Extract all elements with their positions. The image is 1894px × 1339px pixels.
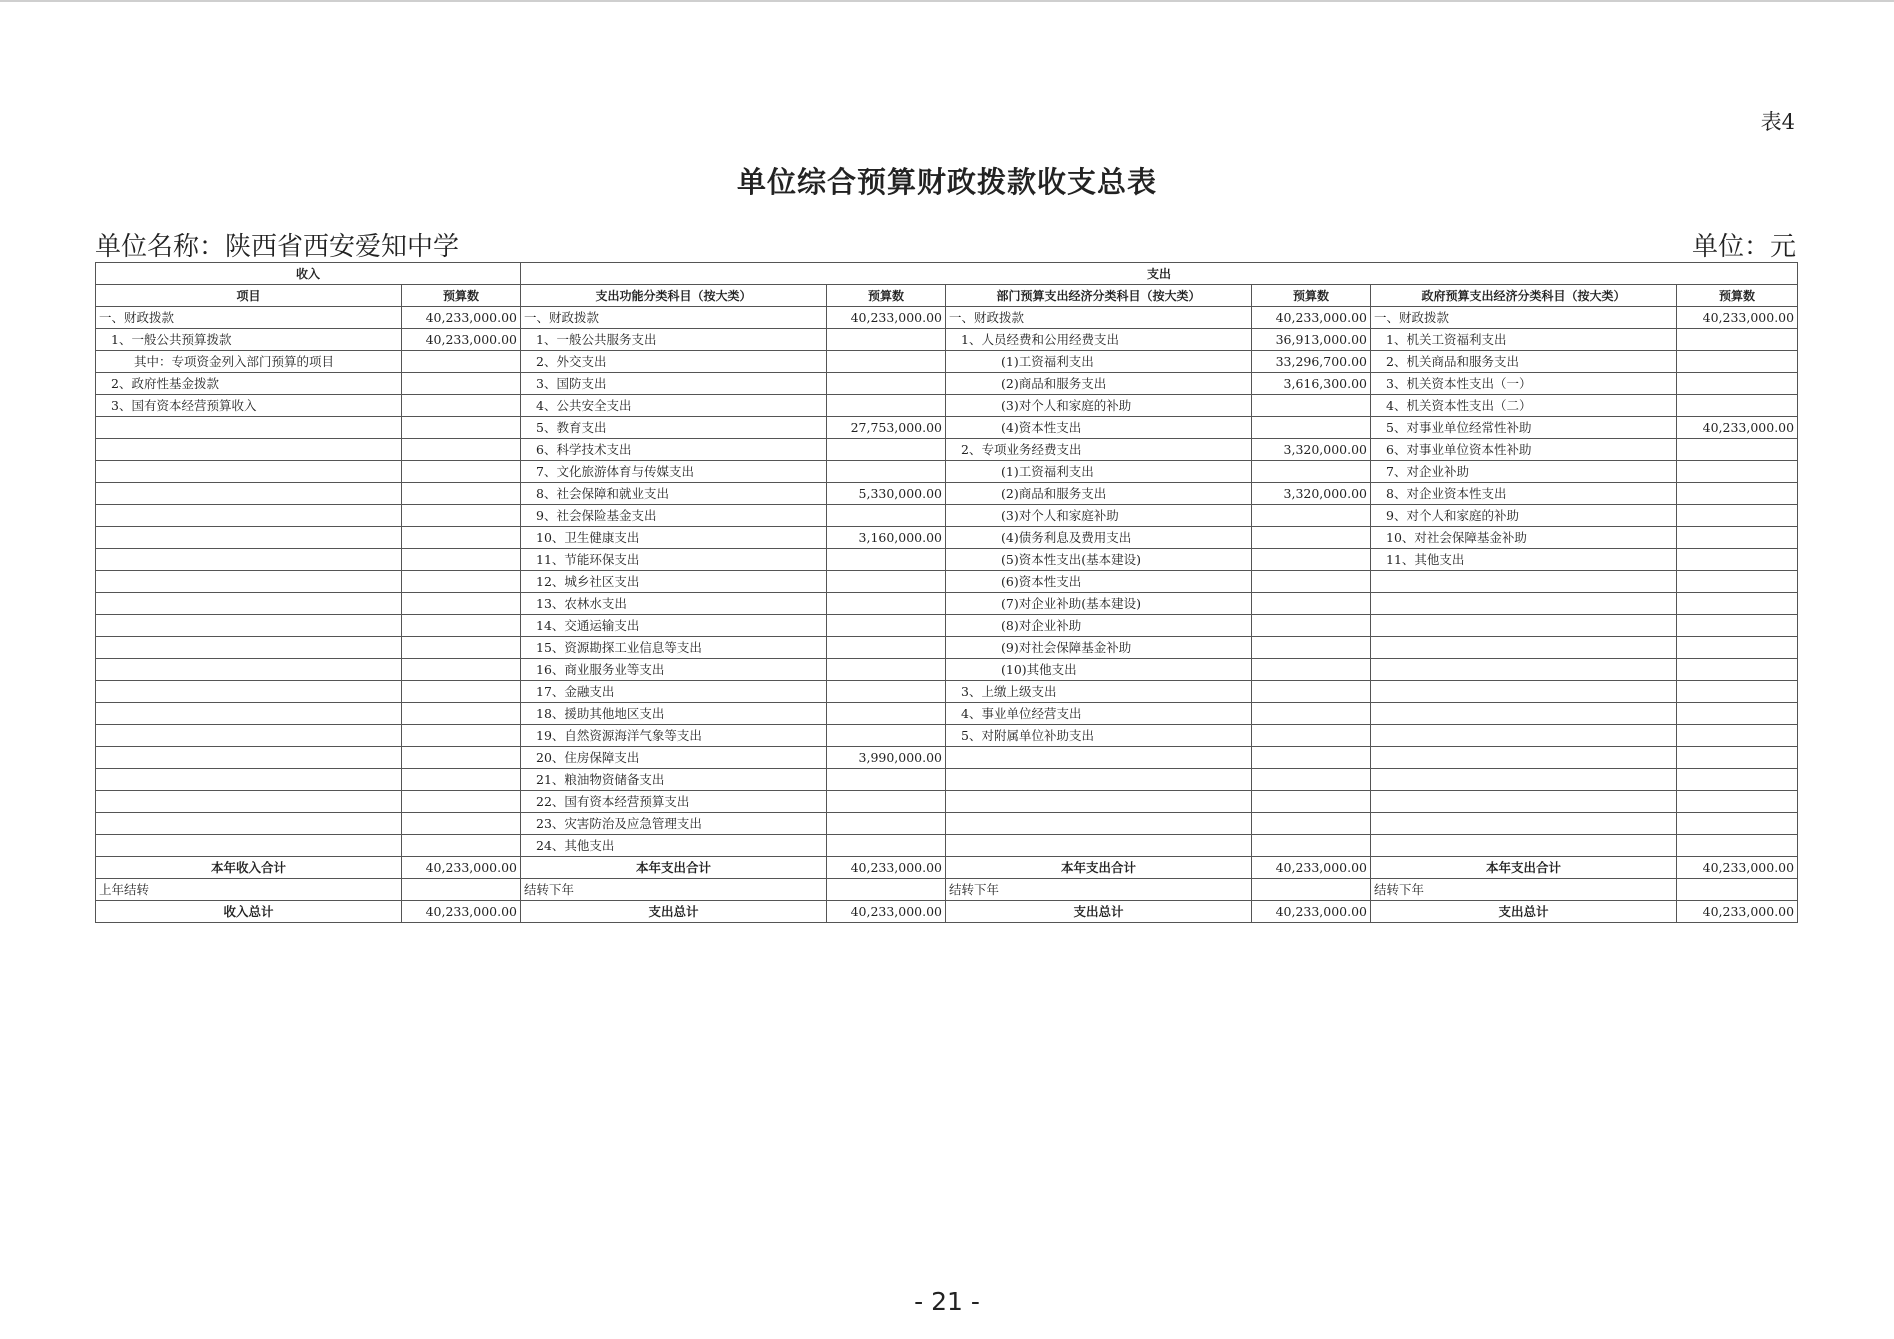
dept-econ-amount-cell: 33,296,700.00 xyxy=(1252,351,1371,373)
dept-econ-item-cell xyxy=(946,769,1252,791)
gov-econ-amount-cell xyxy=(1677,593,1798,615)
carry-over-row xyxy=(96,879,1798,901)
income-amount-cell xyxy=(402,351,521,373)
func-amount-cell xyxy=(827,395,946,417)
dept-econ-item-cell: (3)对个人和家庭的补助 xyxy=(946,395,1252,417)
table-row xyxy=(96,395,1798,417)
dept-econ-item-cell: (2)商品和服务支出 xyxy=(946,373,1252,395)
income-item-cell xyxy=(96,637,402,659)
dept-econ-item-cell: (4)资本性支出 xyxy=(946,417,1252,439)
table-row xyxy=(96,615,1798,637)
dept-econ-amount-cell: 36,913,000.00 xyxy=(1252,329,1371,351)
gov-econ-item-cell xyxy=(1371,791,1677,813)
carry-next-value xyxy=(1252,879,1371,901)
func-item-cell: 1、一般公共服务支出 xyxy=(521,329,827,351)
func-item-cell: 16、商业服务业等支出 xyxy=(521,659,827,681)
gov-econ-amount-cell xyxy=(1677,329,1798,351)
income-amount-cell xyxy=(402,461,521,483)
func-item-cell: 一、财政拨款 xyxy=(521,307,827,329)
gov-econ-amount-cell xyxy=(1677,835,1798,857)
expense-grand-total-value: 40,233,000.00 xyxy=(1252,901,1371,923)
carry-next-label: 结转下年 xyxy=(521,879,827,901)
gov-econ-item-cell: 5、对事业单位经常性补助 xyxy=(1371,417,1677,439)
gov-econ-item-cell xyxy=(1371,637,1677,659)
table-row xyxy=(96,329,1798,351)
income-item-cell xyxy=(96,417,402,439)
income-item-cell: 一、财政拨款 xyxy=(96,307,402,329)
income-amount-cell xyxy=(402,791,521,813)
gov-econ-amount-cell xyxy=(1677,615,1798,637)
table-row xyxy=(96,791,1798,813)
dept-econ-item-cell: (9)对社会保障基金补助 xyxy=(946,637,1252,659)
gov-econ-amount-cell xyxy=(1677,527,1798,549)
income-amount-cell xyxy=(402,703,521,725)
dept-econ-item-cell: 1、人员经费和公用经费支出 xyxy=(946,329,1252,351)
income-item-cell xyxy=(96,615,402,637)
func-amount-cell xyxy=(827,505,946,527)
top-border-line xyxy=(0,0,1894,2)
dept-econ-amount-cell xyxy=(1252,615,1371,637)
gov-econ-amount-cell xyxy=(1677,373,1798,395)
table-row xyxy=(96,813,1798,835)
table-row xyxy=(96,769,1798,791)
dept-econ-item-cell xyxy=(946,835,1252,857)
year-income-total-label: 本年收入合计 xyxy=(96,857,402,879)
func-amount-cell xyxy=(827,439,946,461)
table-row xyxy=(96,549,1798,571)
prev-carry-value xyxy=(402,879,521,901)
dept-econ-amount-cell xyxy=(1252,417,1371,439)
table-row xyxy=(96,835,1798,857)
func-amount-cell xyxy=(827,681,946,703)
gov-econ-amount-cell xyxy=(1677,703,1798,725)
func-amount-cell xyxy=(827,549,946,571)
dept-econ-amount-cell xyxy=(1252,593,1371,615)
table-row xyxy=(96,373,1798,395)
gov-econ-item-cell: 3、机关资本性支出（一） xyxy=(1371,373,1677,395)
dept-econ-item-cell: 4、事业单位经营支出 xyxy=(946,703,1252,725)
currency-unit: 单位：元 xyxy=(1691,232,1796,262)
income-amount-cell xyxy=(402,417,521,439)
gov-econ-amount-cell xyxy=(1677,725,1798,747)
gov-econ-item-cell: 10、对社会保障基金补助 xyxy=(1371,527,1677,549)
gov-econ-amount-cell xyxy=(1677,505,1798,527)
func-amount-cell xyxy=(827,593,946,615)
dept-econ-item-cell: 一、财政拨款 xyxy=(946,307,1252,329)
carry-next-label: 结转下年 xyxy=(946,879,1252,901)
income-amount-cell xyxy=(402,747,521,769)
gov-econ-amount-cell xyxy=(1677,351,1798,373)
func-amount-cell: 3,160,000.00 xyxy=(827,527,946,549)
dept-econ-amount-cell xyxy=(1252,747,1371,769)
func-item-cell: 10、卫生健康支出 xyxy=(521,527,827,549)
func-amount-cell: 5,330,000.00 xyxy=(827,483,946,505)
dept-econ-amount-cell: 3,320,000.00 xyxy=(1252,483,1371,505)
func-item-cell: 4、公共安全支出 xyxy=(521,395,827,417)
func-item-cell: 12、城乡社区支出 xyxy=(521,571,827,593)
year-expense-total-value: 40,233,000.00 xyxy=(1252,857,1371,879)
func-amount-cell: 3,990,000.00 xyxy=(827,747,946,769)
dept-econ-item-cell: (10)其他支出 xyxy=(946,659,1252,681)
page-number: - 21 - xyxy=(914,1287,980,1316)
dept-econ-item-cell: (2)商品和服务支出 xyxy=(946,483,1252,505)
gov-econ-amount-cell xyxy=(1677,791,1798,813)
gov-econ-amount-cell xyxy=(1677,681,1798,703)
gov-econ-amount-cell xyxy=(1677,483,1798,505)
table-row xyxy=(96,351,1798,373)
header-row-columns xyxy=(96,285,1798,307)
func-item-cell: 2、外交支出 xyxy=(521,351,827,373)
dept-econ-amount-cell xyxy=(1252,725,1371,747)
income-amount-cell xyxy=(402,373,521,395)
table-number: 表4 xyxy=(1760,110,1795,134)
table-row xyxy=(96,527,1798,549)
expense-grand-total-value: 40,233,000.00 xyxy=(827,901,946,923)
expense-grand-total-label: 支出总计 xyxy=(946,901,1252,923)
income-amount-cell xyxy=(402,813,521,835)
func-amount-cell: 27,753,000.00 xyxy=(827,417,946,439)
gov-econ-item-cell: 11、其他支出 xyxy=(1371,549,1677,571)
unit-name: 单位名称：陕西省西安爱知中学 xyxy=(95,232,460,262)
func-item-cell: 19、自然资源海洋气象等支出 xyxy=(521,725,827,747)
income-amount-cell xyxy=(402,505,521,527)
gov-econ-item-cell: 8、对企业资本性支出 xyxy=(1371,483,1677,505)
func-item-cell: 9、社会保险基金支出 xyxy=(521,505,827,527)
income-item-cell: 3、国有资本经营预算收入 xyxy=(96,395,402,417)
expense-grand-total-label: 支出总计 xyxy=(521,901,827,923)
income-grand-total-value: 40,233,000.00 xyxy=(402,901,521,923)
dept-econ-amount-cell: 3,320,000.00 xyxy=(1252,439,1371,461)
gov-econ-item-cell xyxy=(1371,593,1677,615)
income-amount-cell xyxy=(402,593,521,615)
income-item-cell xyxy=(96,681,402,703)
gov-econ-amount-cell xyxy=(1677,549,1798,571)
func-item-cell: 14、交通运输支出 xyxy=(521,615,827,637)
income-header: 收入 xyxy=(96,263,521,285)
dept-econ-item-cell: 5、对附属单位补助支出 xyxy=(946,725,1252,747)
dept-econ-amount-cell xyxy=(1252,505,1371,527)
year-expense-total-value: 40,233,000.00 xyxy=(827,857,946,879)
income-item-cell xyxy=(96,571,402,593)
gov-econ-amount-cell xyxy=(1677,813,1798,835)
gov-econ-item-cell: 1、机关工资福利支出 xyxy=(1371,329,1677,351)
gov-econ-item-cell: 6、对事业单位资本性补助 xyxy=(1371,439,1677,461)
income-item-cell xyxy=(96,835,402,857)
income-amount-cell: 40,233,000.00 xyxy=(402,329,521,351)
table-row xyxy=(96,681,1798,703)
dept-econ-amount-cell xyxy=(1252,571,1371,593)
gov-econ-item-cell: 2、机关商品和服务支出 xyxy=(1371,351,1677,373)
carry-next-value xyxy=(827,879,946,901)
dept-econ-item-cell: (6)资本性支出 xyxy=(946,571,1252,593)
income-item-cell xyxy=(96,659,402,681)
func-amount-cell xyxy=(827,659,946,681)
func-amount-cell: 40,233,000.00 xyxy=(827,307,946,329)
gov-econ-item-cell xyxy=(1371,725,1677,747)
dept-econ-amount-cell xyxy=(1252,527,1371,549)
income-amount-cell xyxy=(402,769,521,791)
gov-econ-item-cell xyxy=(1371,813,1677,835)
func-item-cell: 20、住房保障支出 xyxy=(521,747,827,769)
income-amount-cell xyxy=(402,681,521,703)
income-amount-cell xyxy=(402,615,521,637)
income-amount-cell xyxy=(402,659,521,681)
table-row xyxy=(96,637,1798,659)
dept-econ-amount-cell xyxy=(1252,769,1371,791)
func-amount-cell xyxy=(827,637,946,659)
income-amount-cell xyxy=(402,549,521,571)
col-budget: 预算数 xyxy=(1677,285,1798,307)
func-amount-cell xyxy=(827,725,946,747)
func-amount-cell xyxy=(827,615,946,637)
dept-econ-item-cell xyxy=(946,791,1252,813)
year-income-total-value: 40,233,000.00 xyxy=(402,857,521,879)
income-item-cell: 1、一般公共预算拨款 xyxy=(96,329,402,351)
gov-econ-amount-cell xyxy=(1677,439,1798,461)
gov-econ-amount-cell xyxy=(1677,637,1798,659)
table-row xyxy=(96,461,1798,483)
gov-econ-item-cell xyxy=(1371,681,1677,703)
func-item-cell: 7、文化旅游体育与传媒支出 xyxy=(521,461,827,483)
col-budget: 预算数 xyxy=(402,285,521,307)
dept-econ-amount-cell xyxy=(1252,549,1371,571)
income-amount-cell xyxy=(402,483,521,505)
gov-econ-amount-cell xyxy=(1677,571,1798,593)
func-item-cell: 23、灾害防治及应急管理支出 xyxy=(521,813,827,835)
gov-econ-amount-cell: 40,233,000.00 xyxy=(1677,417,1798,439)
dept-econ-amount-cell xyxy=(1252,637,1371,659)
header-row-group xyxy=(96,263,1798,285)
income-amount-cell xyxy=(402,571,521,593)
income-amount-cell: 40,233,000.00 xyxy=(402,307,521,329)
table-row xyxy=(96,571,1798,593)
table-row xyxy=(96,307,1798,329)
dept-econ-item-cell: (8)对企业补助 xyxy=(946,615,1252,637)
dept-econ-amount-cell: 40,233,000.00 xyxy=(1252,307,1371,329)
gov-econ-amount-cell xyxy=(1677,395,1798,417)
income-item-cell: 其中：专项资金列入部门预算的项目 xyxy=(96,351,402,373)
year-expense-total-value: 40,233,000.00 xyxy=(1677,857,1798,879)
func-amount-cell xyxy=(827,329,946,351)
carry-next-value xyxy=(1677,879,1798,901)
func-item-cell: 15、资源勘探工业信息等支出 xyxy=(521,637,827,659)
table-row xyxy=(96,505,1798,527)
income-item-cell xyxy=(96,483,402,505)
func-item-cell: 18、援助其他地区支出 xyxy=(521,703,827,725)
func-amount-cell xyxy=(827,351,946,373)
dept-econ-item-cell: (1)工资福利支出 xyxy=(946,351,1252,373)
dept-econ-amount-cell xyxy=(1252,659,1371,681)
carry-next-label: 结转下年 xyxy=(1371,879,1677,901)
income-amount-cell xyxy=(402,725,521,747)
budget-table xyxy=(95,262,1798,923)
table-row xyxy=(96,725,1798,747)
func-amount-cell xyxy=(827,835,946,857)
dept-econ-amount-cell: 3,616,300.00 xyxy=(1252,373,1371,395)
dept-econ-item-cell: 3、上缴上级支出 xyxy=(946,681,1252,703)
page-title: 单位综合预算财政拨款收支总表 xyxy=(736,165,1157,199)
func-item-cell: 22、国有资本经营预算支出 xyxy=(521,791,827,813)
gov-econ-item-cell: 一、财政拨款 xyxy=(1371,307,1677,329)
grand-total-row xyxy=(96,901,1798,923)
func-amount-cell xyxy=(827,769,946,791)
income-item-cell xyxy=(96,725,402,747)
income-amount-cell xyxy=(402,835,521,857)
dept-econ-amount-cell xyxy=(1252,703,1371,725)
dept-econ-item-cell xyxy=(946,747,1252,769)
func-item-cell: 5、教育支出 xyxy=(521,417,827,439)
expense-grand-total-value: 40,233,000.00 xyxy=(1677,901,1798,923)
dept-econ-amount-cell xyxy=(1252,813,1371,835)
dept-econ-item-cell: 2、专项业务经费支出 xyxy=(946,439,1252,461)
table-row xyxy=(96,417,1798,439)
func-item-cell: 8、社会保障和就业支出 xyxy=(521,483,827,505)
income-item-cell xyxy=(96,747,402,769)
income-item-cell xyxy=(96,461,402,483)
table-row xyxy=(96,483,1798,505)
col-item: 项目 xyxy=(96,285,402,307)
gov-econ-item-cell: 7、对企业补助 xyxy=(1371,461,1677,483)
expense-grand-total-label: 支出总计 xyxy=(1371,901,1677,923)
dept-econ-item-cell: (1)工资福利支出 xyxy=(946,461,1252,483)
dept-econ-amount-cell xyxy=(1252,461,1371,483)
func-item-cell: 24、其他支出 xyxy=(521,835,827,857)
income-item-cell xyxy=(96,769,402,791)
func-amount-cell xyxy=(827,571,946,593)
gov-econ-item-cell: 4、机关资本性支出（二） xyxy=(1371,395,1677,417)
gov-econ-item-cell xyxy=(1371,703,1677,725)
dept-econ-amount-cell xyxy=(1252,791,1371,813)
col-budget: 预算数 xyxy=(1252,285,1371,307)
income-item-cell xyxy=(96,791,402,813)
income-item-cell xyxy=(96,593,402,615)
func-amount-cell xyxy=(827,703,946,725)
gov-econ-item-cell xyxy=(1371,659,1677,681)
func-item-cell: 13、农林水支出 xyxy=(521,593,827,615)
year-expense-total-label: 本年支出合计 xyxy=(1371,857,1677,879)
income-amount-cell xyxy=(402,395,521,417)
func-amount-cell xyxy=(827,791,946,813)
gov-econ-amount-cell xyxy=(1677,769,1798,791)
col-dept-econ: 部门预算支出经济分类科目（按大类） xyxy=(946,285,1252,307)
year-total-row xyxy=(96,857,1798,879)
table-row xyxy=(96,703,1798,725)
col-gov-econ: 政府预算支出经济分类科目（按大类） xyxy=(1371,285,1677,307)
gov-econ-item-cell xyxy=(1371,835,1677,857)
income-item-cell xyxy=(96,439,402,461)
dept-econ-amount-cell xyxy=(1252,395,1371,417)
income-item-cell xyxy=(96,505,402,527)
dept-econ-item-cell xyxy=(946,813,1252,835)
income-item-cell xyxy=(96,703,402,725)
income-amount-cell xyxy=(402,637,521,659)
func-amount-cell xyxy=(827,813,946,835)
func-item-cell: 11、节能环保支出 xyxy=(521,549,827,571)
income-item-cell: 2、政府性基金拨款 xyxy=(96,373,402,395)
year-expense-total-label: 本年支出合计 xyxy=(521,857,827,879)
gov-econ-amount-cell xyxy=(1677,461,1798,483)
table-row xyxy=(96,747,1798,769)
income-item-cell xyxy=(96,527,402,549)
gov-econ-item-cell xyxy=(1371,747,1677,769)
gov-econ-item-cell: 9、对个人和家庭的补助 xyxy=(1371,505,1677,527)
gov-econ-item-cell xyxy=(1371,571,1677,593)
func-item-cell: 21、粮油物资储备支出 xyxy=(521,769,827,791)
income-grand-total-label: 收入总计 xyxy=(96,901,402,923)
dept-econ-item-cell: (3)对个人和家庭补助 xyxy=(946,505,1252,527)
func-amount-cell xyxy=(827,461,946,483)
table-row xyxy=(96,439,1798,461)
dept-econ-item-cell: (4)债务利息及费用支出 xyxy=(946,527,1252,549)
col-budget: 预算数 xyxy=(827,285,946,307)
expense-header: 支出 xyxy=(521,263,1798,285)
income-amount-cell xyxy=(402,527,521,549)
func-item-cell: 6、科学技术支出 xyxy=(521,439,827,461)
dept-econ-item-cell: (5)资本性支出(基本建设) xyxy=(946,549,1252,571)
func-amount-cell xyxy=(827,373,946,395)
year-expense-total-label: 本年支出合计 xyxy=(946,857,1252,879)
income-item-cell xyxy=(96,549,402,571)
table-row xyxy=(96,659,1798,681)
income-amount-cell xyxy=(402,439,521,461)
func-item-cell: 17、金融支出 xyxy=(521,681,827,703)
prev-carry-label: 上年结转 xyxy=(96,879,402,901)
gov-econ-item-cell xyxy=(1371,615,1677,637)
func-item-cell: 3、国防支出 xyxy=(521,373,827,395)
gov-econ-item-cell xyxy=(1371,769,1677,791)
gov-econ-amount-cell: 40,233,000.00 xyxy=(1677,307,1798,329)
gov-econ-amount-cell xyxy=(1677,747,1798,769)
dept-econ-item-cell: (7)对企业补助(基本建设) xyxy=(946,593,1252,615)
col-func: 支出功能分类科目（按大类） xyxy=(521,285,827,307)
income-item-cell xyxy=(96,813,402,835)
table-row xyxy=(96,593,1798,615)
dept-econ-amount-cell xyxy=(1252,835,1371,857)
dept-econ-amount-cell xyxy=(1252,681,1371,703)
gov-econ-amount-cell xyxy=(1677,659,1798,681)
